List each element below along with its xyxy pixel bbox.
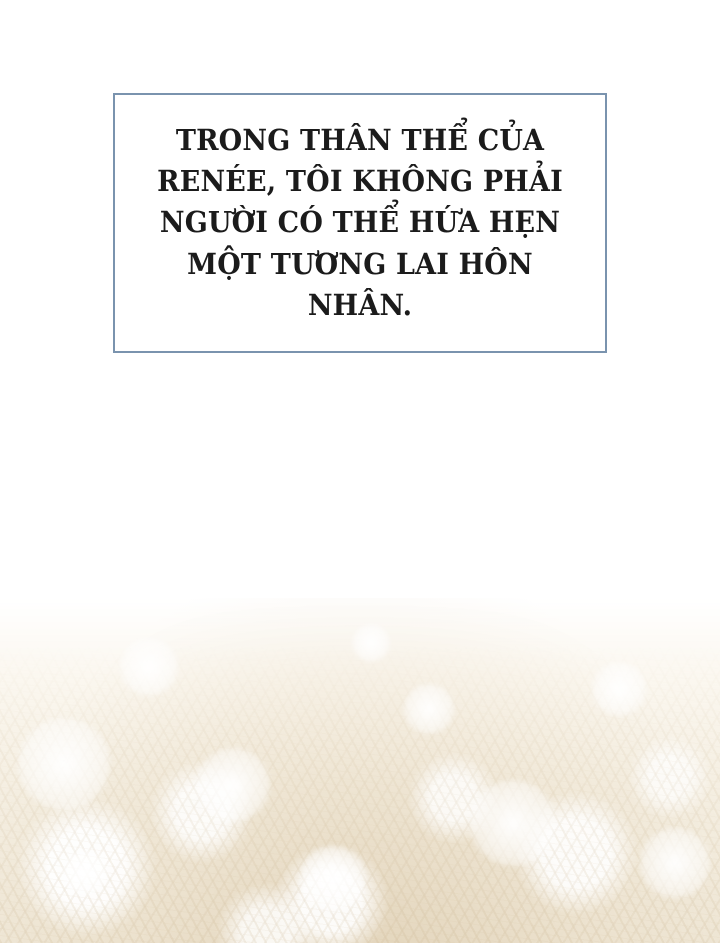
caption-box [113,93,607,353]
background-texture [0,643,720,943]
caption-text: TRONG THÂN THỂ CỦA RENÉE, TÔI KHÔNG PHẢI NGƯỜI CÓ THỂ HỨA HẸN MỘT TƯƠNG LAI HÔN NHÂN. [157,123,563,322]
